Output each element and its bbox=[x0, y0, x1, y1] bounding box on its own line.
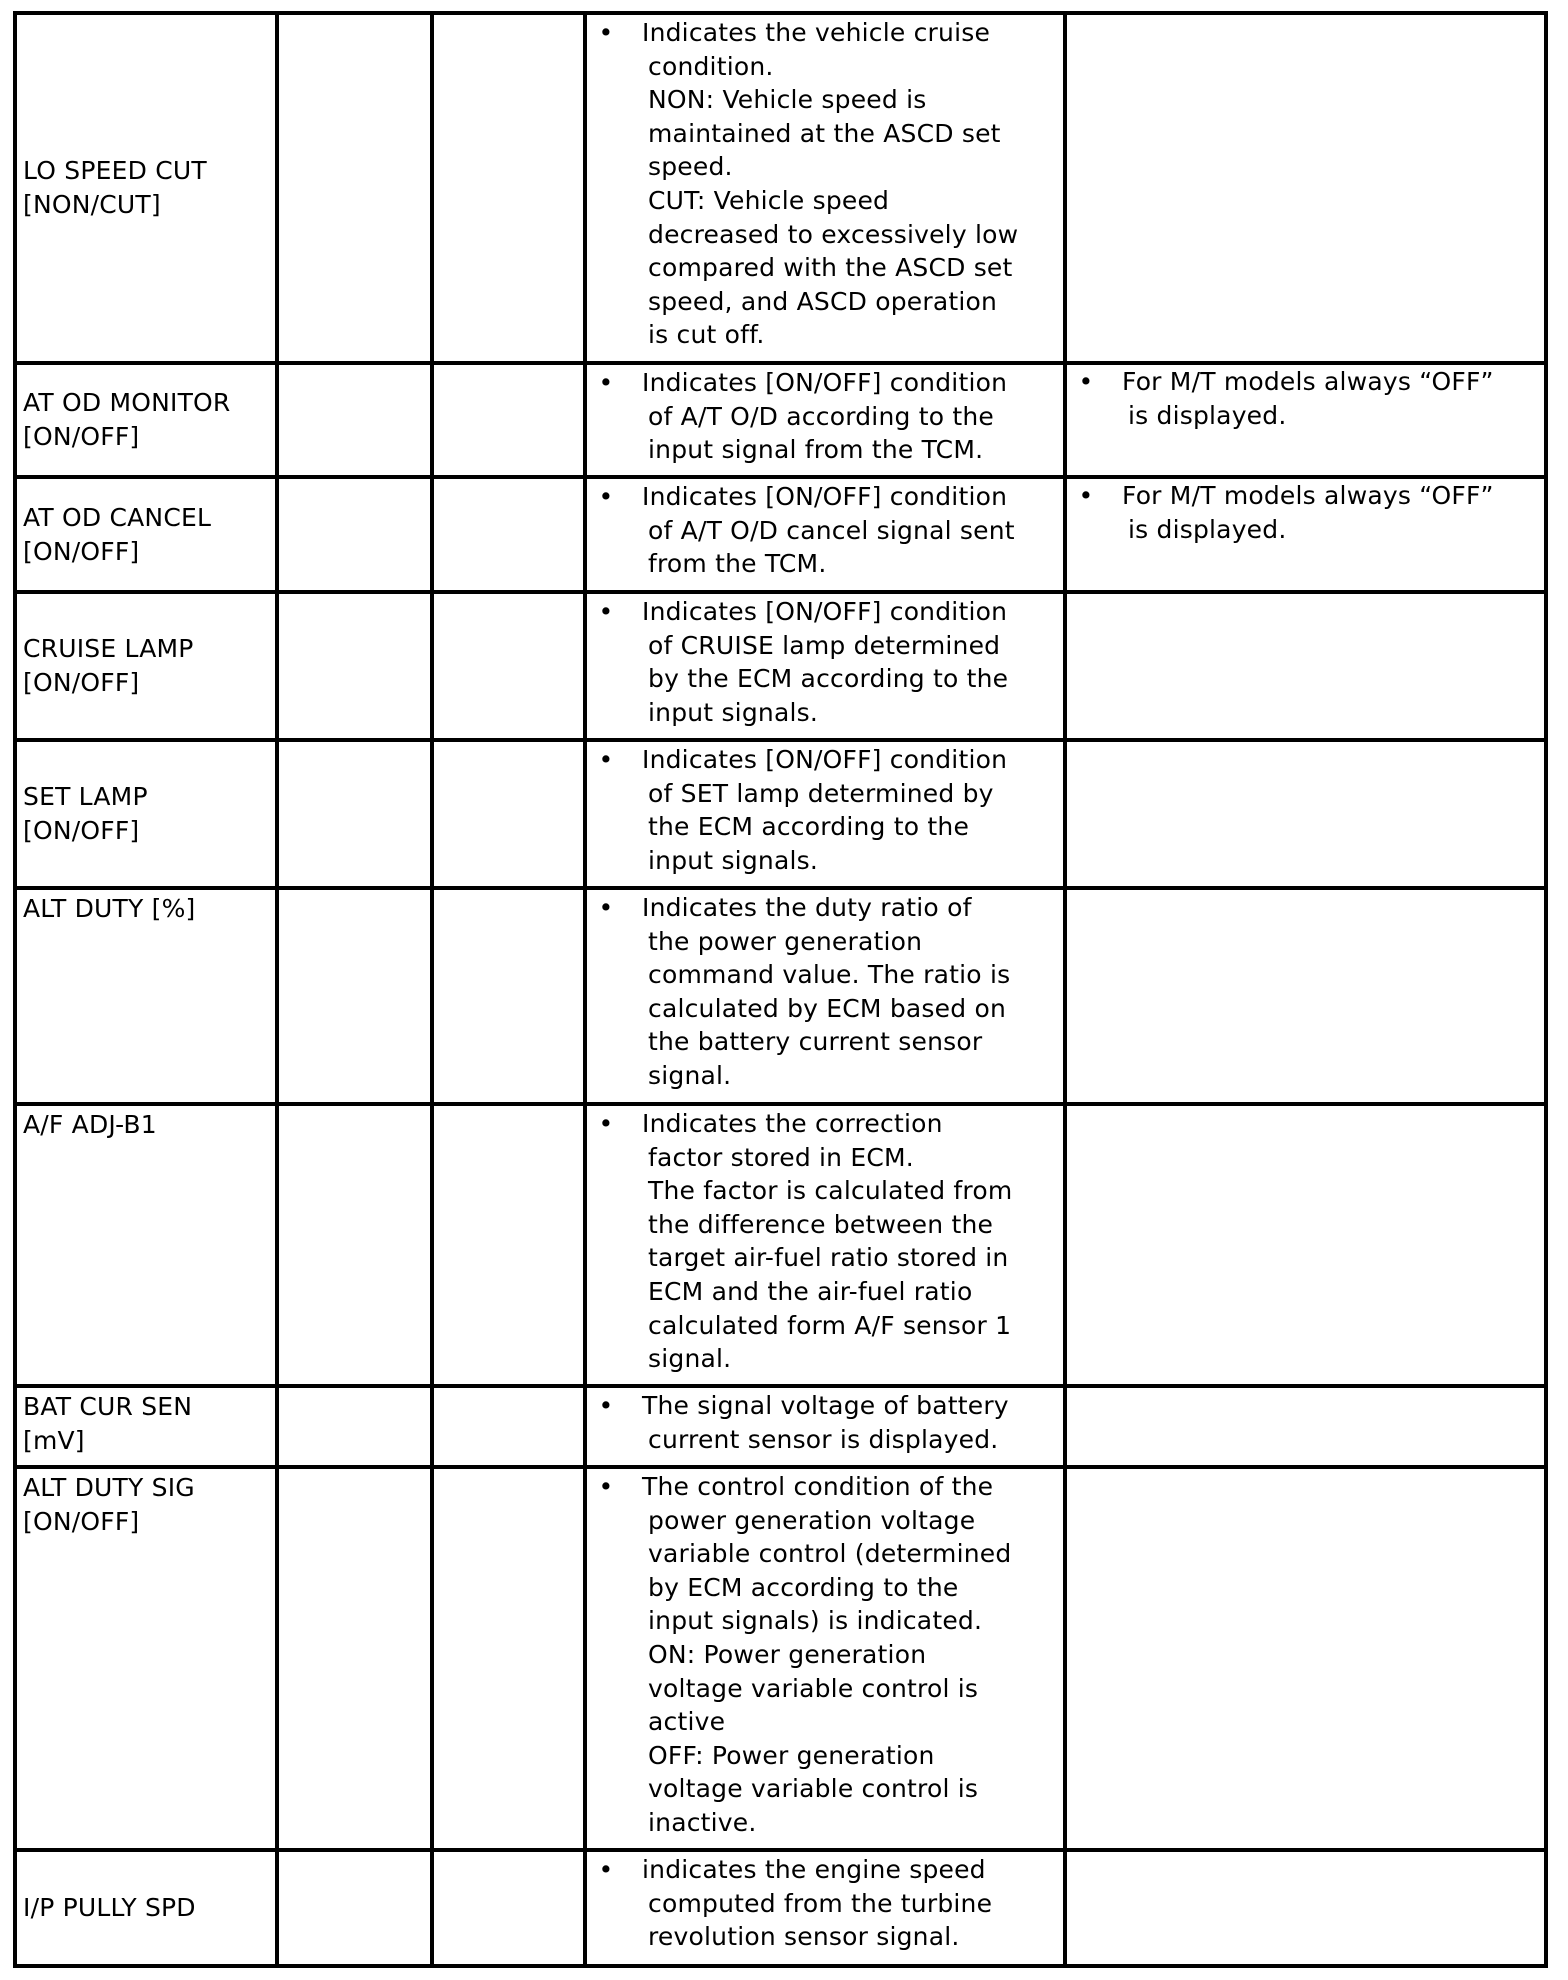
bullet-icon: • bbox=[1078, 481, 1094, 510]
description-cell bbox=[585, 740, 1065, 888]
description-bullet-item bbox=[587, 480, 1063, 581]
description-text-line: Indicates [ON/OFF] condition bbox=[642, 482, 1008, 511]
description-text-line: Indicates the duty ratio of bbox=[642, 893, 972, 922]
bullet-icon: • bbox=[598, 1472, 614, 1501]
description-text-line: NON: Vehicle speed is bbox=[648, 85, 927, 115]
description-text-line: indicates the engine speed bbox=[642, 1855, 986, 1884]
item-name-text: A/F ADJ-B1 bbox=[23, 1110, 157, 1139]
empty-cell bbox=[277, 1850, 432, 1966]
description-text-line: the ECM according to the bbox=[648, 812, 970, 842]
empty-cell bbox=[277, 1386, 432, 1467]
table-row bbox=[15, 888, 1546, 1104]
description-text-line: Indicates [ON/OFF] condition bbox=[642, 745, 1008, 774]
note-cell bbox=[1065, 1104, 1546, 1386]
description-text-line: factor stored in ECM. bbox=[648, 1142, 914, 1172]
item-name-text: ALT DUTY SIG bbox=[23, 1473, 195, 1502]
note-text-line: For M/T models always “OFF” bbox=[1122, 481, 1494, 510]
table-row bbox=[15, 1386, 1546, 1467]
description-bullet-item bbox=[587, 1389, 1063, 1456]
description-text-line: Indicates the vehicle cruise bbox=[642, 18, 991, 47]
item-name-cell bbox=[15, 592, 277, 740]
item-name-text: AT OD MONITOR bbox=[23, 388, 231, 418]
description-text-line: The factor is calculated from bbox=[648, 1176, 1013, 1206]
description-text-line: of SET lamp determined by bbox=[648, 778, 994, 808]
description-text-line: signal. bbox=[648, 1344, 732, 1374]
empty-cell bbox=[432, 13, 585, 363]
description-text-line: from the TCM. bbox=[648, 549, 827, 579]
description-text-line: OFF: Power generation bbox=[648, 1740, 935, 1770]
item-name-text: [NON/CUT] bbox=[23, 190, 161, 219]
item-name-cell bbox=[15, 1104, 277, 1386]
item-name-text: LO SPEED CUT bbox=[23, 156, 207, 186]
bullet-icon: • bbox=[598, 1391, 614, 1420]
item-name-text: SET LAMP bbox=[23, 782, 148, 812]
description-text-line: active bbox=[648, 1707, 726, 1737]
description-text-line: condition. bbox=[648, 51, 774, 81]
description-text-line: is cut off. bbox=[648, 320, 765, 350]
description-text-line: target air-fuel ratio stored in bbox=[648, 1243, 1009, 1273]
item-name-cell bbox=[15, 363, 277, 477]
item-name-cell bbox=[15, 13, 277, 363]
empty-cell bbox=[432, 477, 585, 592]
description-text-line: of A/T O/D cancel signal sent bbox=[648, 515, 1015, 545]
description-text-line: speed, and ASCD operation bbox=[648, 286, 998, 316]
item-name-text: [ON/OFF] bbox=[23, 422, 140, 451]
table-row bbox=[15, 592, 1546, 740]
empty-cell bbox=[277, 740, 432, 888]
description-text-line: ON: Power generation bbox=[648, 1639, 927, 1669]
empty-cell bbox=[432, 363, 585, 477]
description-text-line: decreased to excessively low bbox=[648, 219, 1019, 249]
description-cell bbox=[585, 1467, 1065, 1850]
table-body bbox=[15, 13, 1546, 1966]
description-text-line: the power generation bbox=[648, 926, 923, 956]
description-text-line: the battery current sensor bbox=[648, 1027, 983, 1057]
description-text-line: input signals) is indicated. bbox=[648, 1606, 983, 1636]
table-row bbox=[15, 363, 1546, 477]
description-cell bbox=[585, 1104, 1065, 1386]
description-text-line: the difference between the bbox=[648, 1209, 994, 1239]
description-bullet-item bbox=[587, 1470, 1063, 1840]
description-text-line: compared with the ASCD set bbox=[648, 253, 1013, 283]
description-text-line: inactive. bbox=[648, 1807, 757, 1837]
empty-cell bbox=[277, 888, 432, 1104]
empty-cell bbox=[277, 363, 432, 477]
table-row bbox=[15, 13, 1546, 363]
bullet-icon: • bbox=[598, 368, 614, 397]
note-bullet-item bbox=[1067, 365, 1544, 432]
item-name-text: [mV] bbox=[23, 1425, 85, 1455]
item-name-cell bbox=[15, 1850, 277, 1966]
description-text-line: calculated form A/F sensor 1 bbox=[648, 1310, 1012, 1340]
empty-cell bbox=[432, 1850, 585, 1966]
item-name-text: [ON/OFF] bbox=[23, 1506, 140, 1536]
description-text-line: computed from the turbine bbox=[648, 1888, 993, 1918]
description-text-line: current sensor is displayed. bbox=[648, 1424, 999, 1454]
item-name-text: [ON/OFF] bbox=[23, 668, 140, 697]
description-text-line: maintained at the ASCD set bbox=[648, 118, 1001, 148]
empty-cell bbox=[277, 592, 432, 740]
description-text-line: ECM and the air-fuel ratio bbox=[648, 1276, 973, 1306]
bullet-icon: • bbox=[598, 745, 614, 774]
description-text-line: of A/T O/D according to the bbox=[648, 401, 994, 431]
description-cell bbox=[585, 1850, 1065, 1966]
description-text-line: power generation voltage bbox=[648, 1505, 976, 1535]
note-cell bbox=[1065, 363, 1546, 477]
item-name-text: ALT DUTY [%] bbox=[23, 894, 196, 923]
item-name-text: [ON/OFF] bbox=[23, 536, 140, 566]
empty-cell bbox=[432, 592, 585, 740]
note-text-line: is displayed. bbox=[1128, 400, 1287, 430]
description-text-line: command value. The ratio is bbox=[648, 960, 1011, 990]
note-cell bbox=[1065, 1850, 1546, 1966]
empty-cell bbox=[432, 888, 585, 1104]
empty-cell bbox=[432, 1386, 585, 1467]
description-bullet-item bbox=[587, 1107, 1063, 1376]
item-name-cell bbox=[15, 477, 277, 592]
table-row bbox=[15, 1104, 1546, 1386]
item-name-cell bbox=[15, 888, 277, 1104]
note-text-line: For M/T models always “OFF” bbox=[1122, 367, 1494, 396]
item-name-text: BAT CUR SEN bbox=[23, 1392, 193, 1421]
bullet-icon: • bbox=[1078, 367, 1094, 396]
description-bullet-item bbox=[587, 891, 1063, 1093]
description-text-line: Indicates the correction bbox=[642, 1109, 943, 1138]
note-cell bbox=[1065, 1467, 1546, 1850]
item-name-cell bbox=[15, 1467, 277, 1850]
empty-cell bbox=[277, 1104, 432, 1386]
bullet-icon: • bbox=[598, 1109, 614, 1138]
description-text-line: Indicates [ON/OFF] condition bbox=[642, 597, 1008, 626]
item-name-text: [ON/OFF] bbox=[23, 816, 140, 845]
table-row bbox=[15, 477, 1546, 592]
description-text-line: CUT: Vehicle speed bbox=[648, 185, 890, 215]
description-text-line: of CRUISE lamp determined bbox=[648, 630, 1001, 660]
description-text-line: by ECM according to the bbox=[648, 1572, 959, 1602]
description-text-line: input signals. bbox=[648, 845, 818, 875]
description-bullet-item bbox=[587, 16, 1063, 352]
item-name-text: AT OD CANCEL bbox=[23, 502, 212, 532]
bullet-icon: • bbox=[598, 1855, 614, 1884]
description-cell bbox=[585, 888, 1065, 1104]
table-row bbox=[15, 740, 1546, 888]
description-cell bbox=[585, 13, 1065, 363]
bullet-icon: • bbox=[598, 482, 614, 511]
item-name-text: I/P PULLY SPD bbox=[23, 1893, 196, 1923]
description-cell bbox=[585, 592, 1065, 740]
description-text-line: voltage variable control is bbox=[648, 1673, 979, 1703]
empty-cell bbox=[432, 1104, 585, 1386]
description-cell bbox=[585, 477, 1065, 592]
note-cell bbox=[1065, 13, 1546, 363]
monitor-item-table bbox=[13, 11, 1548, 1968]
description-cell bbox=[585, 363, 1065, 477]
description-text-line: variable control (determined bbox=[648, 1539, 1012, 1569]
item-name-cell bbox=[15, 1386, 277, 1467]
bullet-icon: • bbox=[598, 597, 614, 626]
note-cell bbox=[1065, 888, 1546, 1104]
note-cell bbox=[1065, 740, 1546, 888]
description-text-line: Indicates [ON/OFF] condition bbox=[642, 368, 1008, 397]
empty-cell bbox=[432, 1467, 585, 1850]
note-cell bbox=[1065, 477, 1546, 592]
description-text-line: voltage variable control is bbox=[648, 1774, 979, 1804]
note-text-line: is displayed. bbox=[1128, 514, 1287, 544]
description-bullet-item bbox=[587, 595, 1063, 729]
description-text-line: revolution sensor signal. bbox=[648, 1922, 960, 1952]
item-name-cell bbox=[15, 740, 277, 888]
bullet-icon: • bbox=[598, 18, 614, 47]
empty-cell bbox=[277, 13, 432, 363]
description-text-line: The signal voltage of battery bbox=[642, 1391, 1009, 1420]
empty-cell bbox=[432, 740, 585, 888]
description-text-line: signal. bbox=[648, 1060, 732, 1090]
description-text-line: input signal from the TCM. bbox=[648, 435, 984, 465]
table-row bbox=[15, 1467, 1546, 1850]
note-cell bbox=[1065, 592, 1546, 740]
bullet-icon: • bbox=[598, 893, 614, 922]
empty-cell bbox=[277, 477, 432, 592]
description-text-line: by the ECM according to the bbox=[648, 664, 1009, 694]
description-text-line: The control condition of the bbox=[642, 1472, 994, 1501]
description-text-line: speed. bbox=[648, 152, 733, 182]
note-bullet-item bbox=[1067, 479, 1544, 546]
table-row bbox=[15, 1850, 1546, 1966]
description-text-line: calculated by ECM based on bbox=[648, 993, 1006, 1023]
note-cell bbox=[1065, 1386, 1546, 1467]
description-cell bbox=[585, 1386, 1065, 1467]
description-bullet-item bbox=[587, 366, 1063, 467]
empty-cell bbox=[277, 1467, 432, 1850]
description-text-line: input signals. bbox=[648, 697, 818, 727]
description-bullet-item bbox=[587, 743, 1063, 877]
description-bullet-item bbox=[587, 1853, 1063, 1954]
item-name-text: CRUISE LAMP bbox=[23, 634, 194, 664]
